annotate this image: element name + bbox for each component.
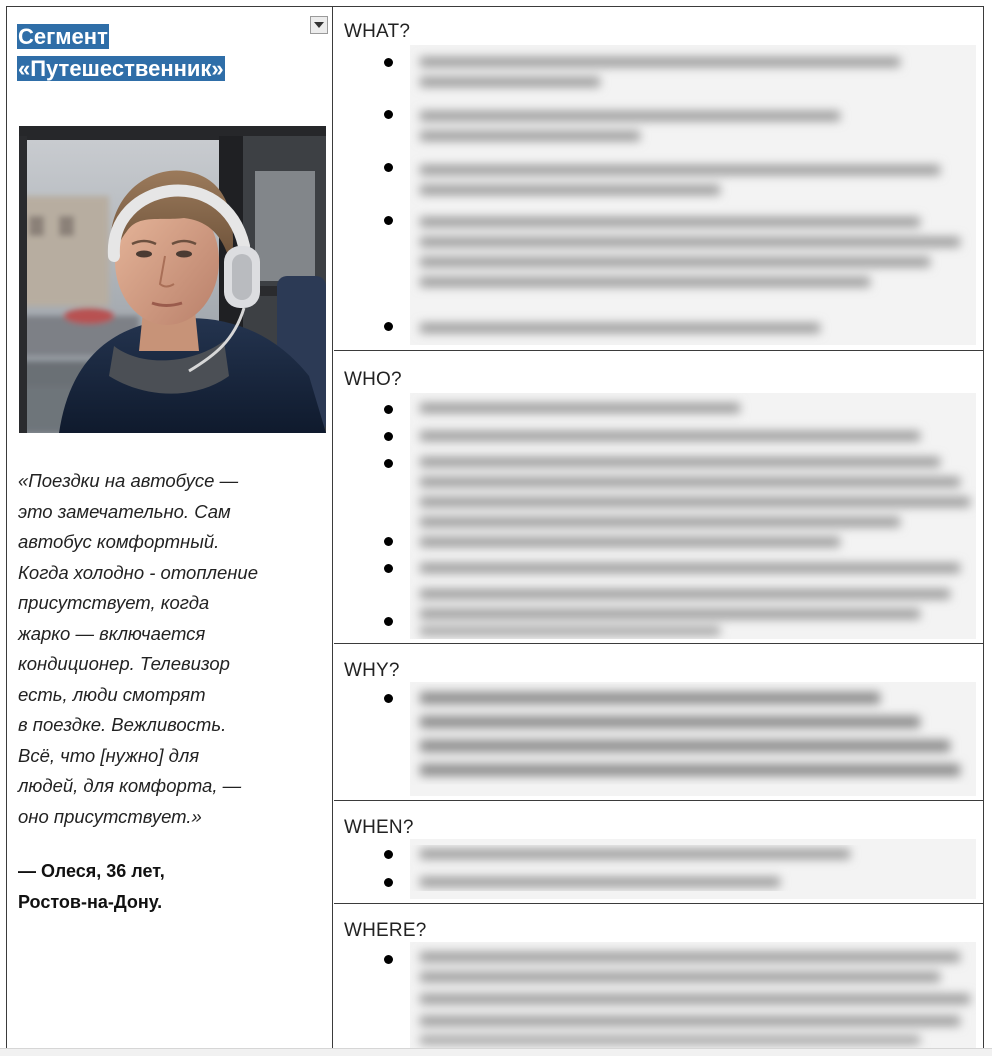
quote-line: людей, для комфорта, — [18, 775, 242, 796]
quote-line: «Поездки на автобусе — [18, 470, 239, 491]
author-city: Ростов-на-Дону. [18, 892, 163, 912]
list-bullet [384, 163, 393, 172]
quote-line: жарко — включается [18, 622, 206, 644]
section-title-who: WHO? [344, 369, 402, 390]
dropdown-button[interactable] [310, 16, 328, 34]
section-where [334, 903, 984, 1048]
quote-line: это замечательно. Сам [18, 500, 231, 522]
persona-photo [19, 126, 326, 433]
list-bullet [384, 405, 393, 414]
quote-line: есть, люди смотрят [18, 683, 206, 705]
section-title-why: WHY? [344, 660, 400, 681]
list-bullet [384, 878, 393, 887]
section-title-when: WHEN? [344, 817, 414, 838]
quote-line: автобус комфортный. [18, 531, 220, 552]
segment-title-line-1: Сегмент [18, 24, 108, 49]
quote-line: присутствует, когда [18, 592, 210, 613]
list-bullet [384, 216, 393, 225]
section-title-what: WHAT? [344, 21, 411, 42]
section-title-where: WHERE? [344, 920, 427, 941]
quote-line: кондиционер. Телевизор [18, 653, 230, 674]
segment-title [17, 21, 225, 85]
list-bullet [384, 110, 393, 119]
list-bullet [384, 564, 393, 573]
chevron-down-icon [314, 22, 324, 28]
segment-title-line-2: «Путешественник» [18, 56, 224, 81]
bottom-edge [0, 1048, 992, 1056]
list-bullet [384, 955, 393, 964]
section-what [334, 7, 984, 351]
list-bullet [384, 322, 393, 331]
redacted-text-block [410, 393, 976, 639]
list-bullet [384, 617, 393, 626]
quote-line: в поездке. Вежливость. [18, 714, 227, 735]
persona-quote [18, 466, 323, 832]
list-bullet [384, 537, 393, 546]
quote-author [18, 856, 323, 918]
quote-line: оно присутствует.» [18, 805, 202, 827]
persona-photo-image [19, 126, 326, 433]
redacted-text-block [410, 839, 976, 899]
list-bullet [384, 58, 393, 67]
list-bullet [384, 459, 393, 468]
author-name-age: — Олеся, 36 лет, [18, 861, 165, 881]
section-when [334, 800, 984, 904]
redacted-text-block [410, 45, 976, 345]
list-bullet [384, 432, 393, 441]
redacted-text-block [410, 942, 976, 1048]
redacted-text-block [410, 682, 976, 796]
section-who [334, 350, 984, 643]
section-why [334, 643, 984, 801]
list-bullet [384, 694, 393, 703]
quote-line: Всё, что [нужно] для [18, 744, 200, 766]
list-bullet [384, 850, 393, 859]
quote-line: Когда холодно - отопление [18, 561, 258, 583]
